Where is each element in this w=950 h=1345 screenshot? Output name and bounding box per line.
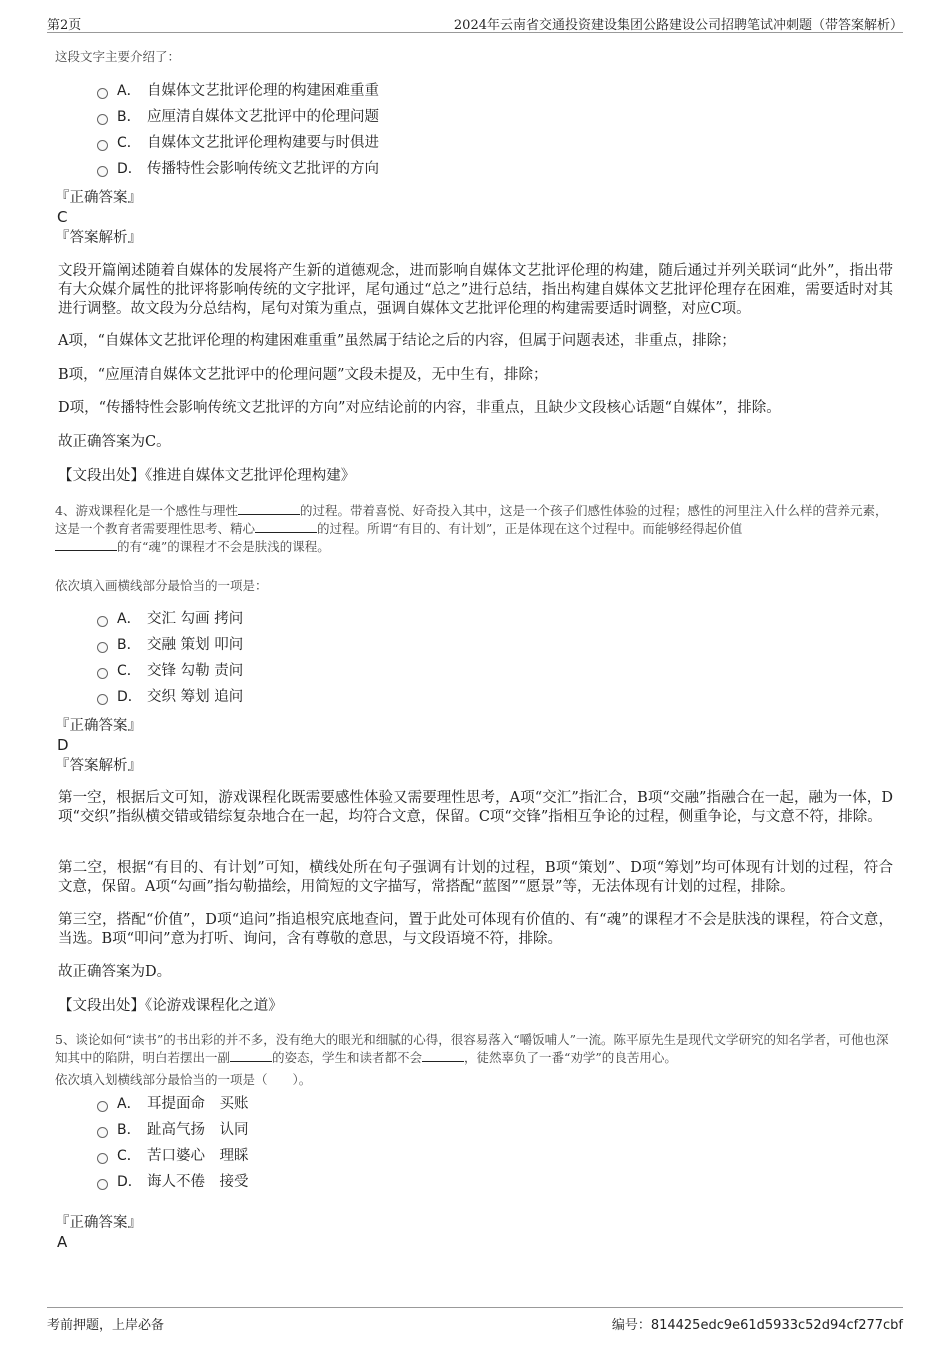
page-number: 第2页 <box>47 18 82 33</box>
page-header <box>47 12 903 33</box>
blank-line <box>422 1049 464 1062</box>
document-title: 2024年云南省交通投资建设集团公路建设公司招聘笔试冲刺题（带答案解析） <box>453 18 903 33</box>
q3-answer-label: 『正确答案』 <box>55 190 142 206</box>
q5-stem: 5、谈论如何“读书”的书出彩的并不多，没有绝大的眼光和细腻的心得，很容易落入“嚼饭哺人”一流。陈平原先生是现代文学研究的知名学者，可他也深知其中的陷阱，明白若摆出一副 的姿态，学生和读者都不会 ，徒然辜负了一番“劝学”的良苦用心。 <box>55 1032 889 1065</box>
blank-line <box>255 520 317 533</box>
q3-analysis-para-4: D项，“传播特性会影响传统文艺批评的方向”对应结论前的内容，非重点，且缺少文段核心话题“自媒体”，排除。 <box>58 400 781 416</box>
q4-stem: 4、游戏课程化是一个感性与理性 的过程。带着喜悦、好奇投入其中，这是一个孩子们感性体验的过程；感性的河里注入什么样的营养元素，这是一个教育者需要理性思考、精心 的过程。所谓“有目的、有计划”，正是体现在这个过程中。而能够经得起价值 的有“魂”的课程才不会是肤浅的课程。 <box>55 503 888 554</box>
q4-analysis-conclusion: 故正确答案为D。 <box>58 964 172 980</box>
q5-option-b[interactable]: B． 趾高气扬 认同 <box>97 1119 249 1141</box>
radio-icon[interactable] <box>97 114 108 125</box>
q3-analysis-label: 『答案解析』 <box>55 230 142 246</box>
q3-option-c[interactable]: C． 自媒体文艺批评伦理构建要与时俱进 <box>97 132 379 154</box>
radio-icon[interactable] <box>97 1127 108 1138</box>
blank-line <box>238 502 300 515</box>
q3-analysis-conclusion: 故正确答案为C。 <box>58 434 171 450</box>
q3-analysis-para-3: B项，“应厘清自媒体文艺批评中的伦理问题”文段未提及，无中生有，排除； <box>58 367 548 383</box>
q3-source: 【文段出处】《推进自媒体文艺批评伦理构建》 <box>58 468 356 484</box>
radio-icon[interactable] <box>97 668 108 679</box>
document-code: 编号：814425edc9e61d5933c52d94cf277cbf <box>611 1318 903 1333</box>
radio-icon[interactable] <box>97 1153 108 1164</box>
q5-option-d[interactable]: D． 诲人不倦 接受 <box>97 1171 249 1193</box>
radio-icon[interactable] <box>97 88 108 99</box>
q5-instruction: 依次填入划横线部分最恰当的一项是（ ）。 <box>55 1072 312 1087</box>
q3-analysis-para-2: A项，“自媒体文艺批评伦理的构建困难重重”虽然属于结论之后的内容，但属于问题表述，非重点，排除； <box>58 333 736 349</box>
q4-option-b[interactable]: B． 交融 策划 叩问 <box>97 634 243 656</box>
radio-icon[interactable] <box>97 616 108 627</box>
q4-analysis-para-1: 第一空，根据后文可知，游戏课程化既需要感性体验又需要理性思考，A项“交汇”指汇合，B项“交融”指融合在一起，融为一体，D项“交织”指纵横交错或错综复杂地合在一起，均符合文意，保留。C项“交锋”指相互争论的过程，侧重争论，与文意不符，排除。 <box>58 790 893 825</box>
q3-stem: 这段文字主要介绍了： <box>55 49 181 64</box>
q4-source: 【文段出处】《论游戏课程化之道》 <box>58 998 283 1014</box>
q3-option-b[interactable]: B． 应厘清自媒体文艺批评中的伦理问题 <box>97 106 379 128</box>
q3-answer: C <box>57 208 68 226</box>
q5-answer: A <box>57 1233 68 1251</box>
q3-option-a[interactable]: A． 自媒体文艺批评伦理的构建困难重重 <box>97 80 379 102</box>
blank-line <box>55 538 117 551</box>
q4-option-c[interactable]: C． 交锋 勾勒 责问 <box>97 660 243 682</box>
q5-answer-label: 『正确答案』 <box>55 1215 142 1231</box>
page-footer <box>47 1307 903 1332</box>
q4-analysis-label: 『答案解析』 <box>55 758 142 774</box>
q5-option-a[interactable]: A． 耳提面命 买账 <box>97 1093 249 1115</box>
blank-line <box>230 1049 272 1062</box>
radio-icon[interactable] <box>97 140 108 151</box>
q5-option-c[interactable]: C． 苦口婆心 理睬 <box>97 1145 249 1167</box>
footer-slogan: 考前押题，上岸必备 <box>47 1318 165 1333</box>
q4-analysis-para-3: 第三空，搭配“价值”，D项“追问”指追根究底地查问，置于此处可体现有价值的、有“魂”的课程才不会是肤浅的课程，符合文意，当选。B项“叩问”意为打听、询问，含有尊敬的意思，与文段语境不符，排除。 <box>58 912 893 947</box>
q4-instruction: 依次填入画横线部分最恰当的一项是： <box>55 578 268 593</box>
radio-icon[interactable] <box>97 642 108 653</box>
q3-option-d[interactable]: D． 传播特性会影响传统文艺批评的方向 <box>97 158 379 180</box>
q4-analysis-para-2: 第二空，根据“有目的、有计划”可知，横线处所在句子强调有计划的过程，B项“策划”、D项“筹划”均可体现有计划的过程，符合文意，保留。A项“勾画”指勾勒描绘，用简短的文字描写，常搭配“蓝图”“愿景”等，无法体现有计划的过程，排除。 <box>58 860 893 895</box>
q3-analysis-para-1: 文段开篇阐述随着自媒体的发展将产生新的道德观念，进而影响自媒体文艺批评伦理的构建，随后通过并列关联词“此外”，指出带有大众媒介属性的批评将影响传统的文字批评，尾句通过“总之”进行总结，指出构建自媒体文艺批评伦理存在困难，需要适时对其进行调整。故文段为分总结构，尾句对策为重点，强调自媒体文艺批评伦理的构建需要适时调整，对应C项。 <box>58 263 893 317</box>
q4-option-d[interactable]: D． 交织 筹划 追问 <box>97 686 243 708</box>
q4-answer: D <box>57 736 69 754</box>
radio-icon[interactable] <box>97 1101 108 1112</box>
radio-icon[interactable] <box>97 694 108 705</box>
radio-icon[interactable] <box>97 166 108 177</box>
radio-icon[interactable] <box>97 1179 108 1190</box>
q4-answer-label: 『正确答案』 <box>55 718 142 734</box>
q4-option-a[interactable]: A． 交汇 勾画 拷问 <box>97 608 243 630</box>
